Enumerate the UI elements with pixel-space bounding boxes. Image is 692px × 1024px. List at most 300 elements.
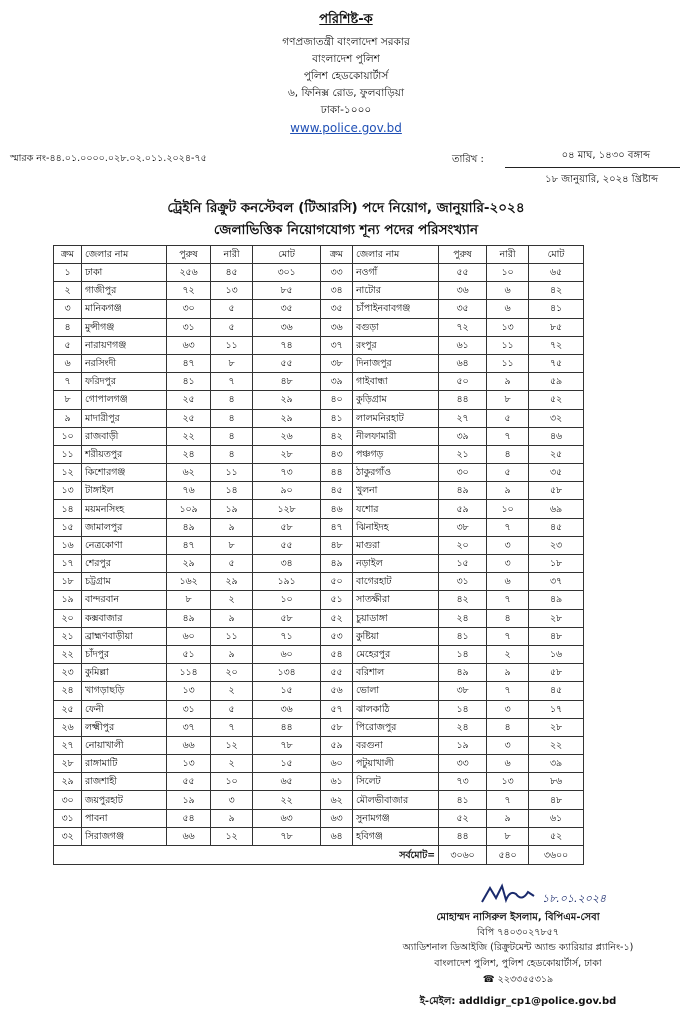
cell-female-2: ৪ xyxy=(487,445,529,463)
cell-female-2: ৯ xyxy=(487,809,529,827)
date-label: তারিখ : xyxy=(452,154,484,165)
cell-male: ১৬২ xyxy=(167,573,211,591)
cell-male: ৬০ xyxy=(167,627,211,645)
cell-female: ১৪ xyxy=(211,482,253,500)
cell-female-2: ১১ xyxy=(487,354,529,372)
cell-female-2: ১০ xyxy=(487,264,529,282)
cell-total: ৭৮ xyxy=(253,827,321,845)
cell-district: শেরপুর xyxy=(82,555,167,573)
header-district-2: জেলার নাম xyxy=(353,246,439,264)
cell-district-2: পঞ্চগড় xyxy=(353,445,439,463)
cell-total: ৫৫ xyxy=(253,354,321,372)
cell-district-2: সিলেট xyxy=(353,773,439,791)
cell-female-2: ৩ xyxy=(487,700,529,718)
header-line-city: ঢাকা-১০০০ xyxy=(320,104,372,116)
table-row xyxy=(54,482,584,500)
cell-male: ৫৫ xyxy=(167,773,211,791)
cell-district: জামালপুর xyxy=(82,518,167,536)
cell-male-2: ৫৯ xyxy=(439,500,487,518)
cell-serial: ৫ xyxy=(54,336,82,354)
cell-female-2: ৩ xyxy=(487,536,529,554)
header-line-address: ৬, ফিনিক্স রোড, ফুলবাড়িয়া xyxy=(287,87,405,99)
cell-district-2: নড়াইল xyxy=(353,555,439,573)
cell-male: ১০৯ xyxy=(167,500,211,518)
cell-district: মাদারীপুর xyxy=(82,409,167,427)
cell-serial: ৪ xyxy=(54,318,82,336)
cell-total-2: ৪৯ xyxy=(529,591,584,609)
cell-serial-2: ৫৬ xyxy=(321,682,353,700)
cell-total-2: ৮৬ xyxy=(529,773,584,791)
cell-female-2: ৭ xyxy=(487,518,529,536)
phone-number: ২২৩৩৫৫৩১৯ xyxy=(497,974,554,985)
cell-district-2: গাইবান্ধা xyxy=(353,373,439,391)
cell-serial-2: ৪৩ xyxy=(321,445,353,463)
cell-serial-2: ৩৮ xyxy=(321,354,353,372)
cell-female: ৭ xyxy=(211,718,253,736)
cell-female-2: ৬ xyxy=(487,282,529,300)
cell-total: ৩৬ xyxy=(253,700,321,718)
cell-female: ৮ xyxy=(211,536,253,554)
table-row xyxy=(54,300,584,318)
header-male-2: পুরুষ xyxy=(439,246,487,264)
cell-female-2: ৭ xyxy=(487,791,529,809)
table-row xyxy=(54,736,584,754)
cell-serial-2: ৫৮ xyxy=(321,718,353,736)
cell-male-2: ৫০ xyxy=(439,373,487,391)
cell-district-2: বরিশাল xyxy=(353,664,439,682)
cell-serial: ২১ xyxy=(54,627,82,645)
cell-district: বান্দরবান xyxy=(82,591,167,609)
cell-female: ১৩ xyxy=(211,282,253,300)
cell-male-2: ৩৬ xyxy=(439,282,487,300)
cell-total: ৪৪ xyxy=(253,718,321,736)
header-serial: ক্রম xyxy=(54,246,82,264)
cell-female: ২৯ xyxy=(211,573,253,591)
cell-female: ৯ xyxy=(211,609,253,627)
notice-title: ট্রেইনি রিক্রুট কনস্টেবল (টিআরসি) পদে নিয়োগ, জানুয়ারি-২০২৪ xyxy=(167,200,525,216)
cell-district: মুন্সীগঞ্জ xyxy=(82,318,167,336)
cell-total-2: ৪৫ xyxy=(529,518,584,536)
cell-total: ৪৮ xyxy=(253,373,321,391)
table-row xyxy=(54,609,584,627)
cell-district: চাঁদপুর xyxy=(82,645,167,663)
cell-serial: ১২ xyxy=(54,464,82,482)
cell-female: ১২ xyxy=(211,736,253,754)
cell-total-2: ৩৫ xyxy=(529,464,584,482)
cell-serial: ১৩ xyxy=(54,482,82,500)
cell-district-2: সুনামগঞ্জ xyxy=(353,809,439,827)
cell-district-2: যশোর xyxy=(353,500,439,518)
cell-serial-2: ৪৪ xyxy=(321,464,353,482)
cell-total: ১৫ xyxy=(253,755,321,773)
cell-female-2: ৯ xyxy=(487,373,529,391)
cell-male-2: ২৪ xyxy=(439,609,487,627)
cell-total: ৩০১ xyxy=(253,264,321,282)
table-row xyxy=(54,755,584,773)
cell-male-2: ২১ xyxy=(439,445,487,463)
website-link[interactable]: www.police.gov.bd xyxy=(290,121,402,135)
cell-district: মানিকগঞ্জ xyxy=(82,300,167,318)
signatory-name: মোহাম্মদ নাসিরুল ইসলাম, বিপিএম-সেবা xyxy=(436,912,600,923)
cell-total-2: ৭৫ xyxy=(529,354,584,372)
table-row xyxy=(54,518,584,536)
cell-total: ৫৫ xyxy=(253,536,321,554)
cell-total-2: ২৫ xyxy=(529,445,584,463)
cell-serial-2: ৩৩ xyxy=(321,264,353,282)
cell-female: ৪৫ xyxy=(211,264,253,282)
cell-total-2: ১৭ xyxy=(529,700,584,718)
cell-total: ৩৫ xyxy=(253,300,321,318)
cell-serial-2: ৫৯ xyxy=(321,736,353,754)
vacancy-table xyxy=(53,245,584,865)
cell-district-2: ভোলা xyxy=(353,682,439,700)
table-row xyxy=(54,809,584,827)
cell-female-2: ৮ xyxy=(487,391,529,409)
cell-female-2: ৬ xyxy=(487,755,529,773)
signatory-office: বাংলাদেশ পুলিশ, পুলিশ হেডকোয়ার্টার্স, ঢাকা xyxy=(434,958,602,969)
cell-district-2: নীলফামারী xyxy=(353,427,439,445)
table-row xyxy=(54,354,584,372)
total-male: ৩০৬০ xyxy=(439,846,487,865)
phone-icon: ☎ xyxy=(482,974,498,985)
cell-district-2: বগুড়া xyxy=(353,318,439,336)
cell-female: ৪ xyxy=(211,427,253,445)
cell-male: ১১৪ xyxy=(167,664,211,682)
cell-serial: ২৬ xyxy=(54,718,82,736)
cell-total: ২৯ xyxy=(253,409,321,427)
cell-district: কিশোরগঞ্জ xyxy=(82,464,167,482)
cell-male-2: ৭২ xyxy=(439,318,487,336)
cell-serial-2: ৪৫ xyxy=(321,482,353,500)
cell-district: ময়মনসিংহ xyxy=(82,500,167,518)
cell-district-2: নাটোর xyxy=(353,282,439,300)
cell-male: ৪৭ xyxy=(167,354,211,372)
cell-female-2: ৬ xyxy=(487,300,529,318)
cell-district-2: ঝালকাঠি xyxy=(353,700,439,718)
cell-total: ৭৩ xyxy=(253,464,321,482)
cell-male-2: ২৪ xyxy=(439,718,487,736)
cell-male: ৫১ xyxy=(167,645,211,663)
cell-female-2: ৫ xyxy=(487,464,529,482)
cell-serial: ১০ xyxy=(54,427,82,445)
signatory-email[interactable]: ই-মেইল: addldigr_cp1@police.gov.bd xyxy=(419,996,617,1007)
cell-serial-2: ৫৫ xyxy=(321,664,353,682)
header-female: নারী xyxy=(211,246,253,264)
cell-female-2: ৪ xyxy=(487,718,529,736)
cell-male: ৬৬ xyxy=(167,827,211,845)
cell-district: জয়পুরহাট xyxy=(82,791,167,809)
cell-serial-2: ৫০ xyxy=(321,573,353,591)
cell-total: ২৬ xyxy=(253,427,321,445)
cell-male-2: ৩৯ xyxy=(439,427,487,445)
cell-total-2: ৫৮ xyxy=(529,664,584,682)
table-row xyxy=(54,827,584,845)
table-row xyxy=(54,427,584,445)
table-row xyxy=(54,664,584,682)
cell-district: রাজশাহী xyxy=(82,773,167,791)
cell-serial: ১৯ xyxy=(54,591,82,609)
cell-male: ২৪ xyxy=(167,445,211,463)
header-serial-2: ক্রম xyxy=(321,246,353,264)
cell-district-2: চাঁপাইনবাবগঞ্জ xyxy=(353,300,439,318)
cell-male: ৩১ xyxy=(167,700,211,718)
cell-total-2: ৩২ xyxy=(529,409,584,427)
notice-subtitle: জেলাভিত্তিক নিয়োগযোগ্য শূন্য পদের পরিসংখ্যান xyxy=(213,222,479,238)
table-row xyxy=(54,718,584,736)
cell-district: ফরিদপুর xyxy=(82,373,167,391)
cell-district: শরীয়তপুর xyxy=(82,445,167,463)
header-total-2: মোট xyxy=(529,246,584,264)
cell-serial-2: ৬৪ xyxy=(321,827,353,845)
cell-district-2: দিনাজপুর xyxy=(353,354,439,372)
cell-serial: ৩১ xyxy=(54,809,82,827)
header-female-2: নারী xyxy=(487,246,529,264)
cell-district: লক্ষ্মীপুর xyxy=(82,718,167,736)
cell-serial-2: ৫৭ xyxy=(321,700,353,718)
cell-total: ১৯১ xyxy=(253,573,321,591)
cell-female: ৫ xyxy=(211,300,253,318)
cell-serial: ৯ xyxy=(54,409,82,427)
cell-total-2: ৬১ xyxy=(529,809,584,827)
table-row xyxy=(54,373,584,391)
cell-male-2: ৩০ xyxy=(439,464,487,482)
table-row xyxy=(54,536,584,554)
cell-serial: ১৮ xyxy=(54,573,82,591)
cell-male-2: ৪১ xyxy=(439,627,487,645)
cell-serial-2: ৫৩ xyxy=(321,627,353,645)
cell-serial: ১ xyxy=(54,264,82,282)
cell-male: ৬৬ xyxy=(167,736,211,754)
cell-district-2: ঝিনাইদহ xyxy=(353,518,439,536)
cell-district-2: হবিগঞ্জ xyxy=(353,827,439,845)
memo-number: স্মারক নং-৪৪.০১.০০০০.০২৮.০২.০১১.২০২৪-৭৫ xyxy=(10,153,207,164)
cell-female: ৫ xyxy=(211,555,253,573)
cell-female-2: ৪ xyxy=(487,609,529,627)
cell-female-2: ৩ xyxy=(487,736,529,754)
cell-female: ১০ xyxy=(211,773,253,791)
table-row xyxy=(54,409,584,427)
signature-mark xyxy=(478,880,628,910)
cell-district: কক্সবাজার xyxy=(82,609,167,627)
table-row xyxy=(54,336,584,354)
cell-total: ৫৮ xyxy=(253,518,321,536)
cell-district-2: রংপুর xyxy=(353,336,439,354)
cell-total: ১২৮ xyxy=(253,500,321,518)
cell-total-2: ৪৮ xyxy=(529,627,584,645)
date-english: ১৮ জানুয়ারি, ২০২৪ খ্রিষ্টাব্দ xyxy=(545,174,658,185)
cell-female-2: ৭ xyxy=(487,591,529,609)
cell-district: ফেনী xyxy=(82,700,167,718)
cell-serial-2: ৬২ xyxy=(321,791,353,809)
cell-male-2: ৬৪ xyxy=(439,354,487,372)
cell-male-2: ৩৩ xyxy=(439,755,487,773)
cell-district-2: খুলনা xyxy=(353,482,439,500)
table-row xyxy=(54,682,584,700)
cell-district: ঢাকা xyxy=(82,264,167,282)
cell-total-2: ২২ xyxy=(529,736,584,754)
cell-total-2: ৬৫ xyxy=(529,264,584,282)
header-total: মোট xyxy=(253,246,321,264)
table-row xyxy=(54,627,584,645)
date-block xyxy=(505,146,680,189)
table-row xyxy=(54,555,584,573)
cell-female: ৯ xyxy=(211,518,253,536)
cell-male-2: ২৭ xyxy=(439,409,487,427)
cell-male-2: ১৯ xyxy=(439,736,487,754)
cell-district-2: পটুয়াখালী xyxy=(353,755,439,773)
cell-serial: ২৭ xyxy=(54,736,82,754)
cell-female-2: ৫ xyxy=(487,409,529,427)
cell-total: ১৫ xyxy=(253,682,321,700)
cell-total-2: ৪১ xyxy=(529,300,584,318)
cell-female-2: ১৩ xyxy=(487,318,529,336)
cell-total-2: ৪৬ xyxy=(529,427,584,445)
cell-female-2: ৬ xyxy=(487,573,529,591)
cell-female: ১১ xyxy=(211,627,253,645)
cell-serial: ১১ xyxy=(54,445,82,463)
cell-serial: ২৫ xyxy=(54,700,82,718)
cell-serial-2: ৩৯ xyxy=(321,373,353,391)
cell-district-2: বরগুনা xyxy=(353,736,439,754)
cell-serial: ২ xyxy=(54,282,82,300)
cell-total-2: ২৩ xyxy=(529,536,584,554)
cell-female-2: ৭ xyxy=(487,627,529,645)
cell-district-2: ঠাকুরগাঁও xyxy=(353,464,439,482)
cell-serial-2: ৩৬ xyxy=(321,318,353,336)
cell-male: ৬২ xyxy=(167,464,211,482)
cell-serial: ৮ xyxy=(54,391,82,409)
cell-male: ১৩ xyxy=(167,682,211,700)
cell-total: ২২ xyxy=(253,791,321,809)
cell-total: ৬০ xyxy=(253,645,321,663)
cell-serial-2: ৫২ xyxy=(321,609,353,627)
cell-male-2: ১৪ xyxy=(439,700,487,718)
cell-male: ৮ xyxy=(167,591,211,609)
cell-female-2: ১০ xyxy=(487,500,529,518)
cell-serial: ২০ xyxy=(54,609,82,627)
cell-total: ৭৮ xyxy=(253,736,321,754)
cell-female: ৫ xyxy=(211,318,253,336)
total-all: ৩৬০০ xyxy=(529,846,584,865)
cell-male: ৩১ xyxy=(167,318,211,336)
cell-female: ৩ xyxy=(211,791,253,809)
cell-district-2: মৌলভীবাজার xyxy=(353,791,439,809)
cell-district: টাঙ্গাইল xyxy=(82,482,167,500)
cell-serial-2: ৪৮ xyxy=(321,536,353,554)
cell-serial: ১৪ xyxy=(54,500,82,518)
cell-male: ২৯ xyxy=(167,555,211,573)
cell-male-2: ৬১ xyxy=(439,336,487,354)
cell-male: ৫৪ xyxy=(167,809,211,827)
cell-male-2: ৫২ xyxy=(439,809,487,827)
cell-district: চট্টগ্রাম xyxy=(82,573,167,591)
cell-male: ৩০ xyxy=(167,300,211,318)
cell-district: নারায়ণগঞ্জ xyxy=(82,336,167,354)
cell-male: ২২ xyxy=(167,427,211,445)
cell-male: ৪৭ xyxy=(167,536,211,554)
cell-total: ২৯ xyxy=(253,391,321,409)
signatory-phone xyxy=(358,973,678,988)
cell-total-2: ৪২ xyxy=(529,282,584,300)
cell-female-2: ২ xyxy=(487,645,529,663)
appendix-title: পরিশিষ্ট-ক xyxy=(319,12,373,27)
cell-female: ৯ xyxy=(211,809,253,827)
cell-female: ১১ xyxy=(211,336,253,354)
cell-district-2: বাগেরহাট xyxy=(353,573,439,591)
cell-total-2: ৫৯ xyxy=(529,373,584,391)
cell-total: ১৩৪ xyxy=(253,664,321,682)
cell-total-2: ২৮ xyxy=(529,718,584,736)
cell-district: রাঙ্গামাটি xyxy=(82,755,167,773)
table-row xyxy=(54,445,584,463)
cell-district-2: মাগুরা xyxy=(353,536,439,554)
cell-district: নোয়াখালী xyxy=(82,736,167,754)
cell-male-2: ৩৮ xyxy=(439,682,487,700)
table-row xyxy=(54,573,584,591)
cell-district-2: চুয়াডাঙ্গা xyxy=(353,609,439,627)
table-header-row xyxy=(54,246,584,264)
cell-serial-2: ৬১ xyxy=(321,773,353,791)
cell-district: সিরাজগঞ্জ xyxy=(82,827,167,845)
cell-serial-2: ৪৯ xyxy=(321,555,353,573)
date-bangla: ০৪ মাঘ, ১৪৩০ বঙ্গাব্দ xyxy=(505,146,680,168)
header-line-police: বাংলাদেশ পুলিশ xyxy=(312,53,380,65)
cell-district: নরসিংদী xyxy=(82,354,167,372)
cell-total-2: ৭২ xyxy=(529,336,584,354)
cell-total: ৭১ xyxy=(253,627,321,645)
cell-serial: ২২ xyxy=(54,645,82,663)
cell-serial: ৭ xyxy=(54,373,82,391)
cell-male-2: ৭৩ xyxy=(439,773,487,791)
table-row xyxy=(54,700,584,718)
cell-serial-2: ৩৭ xyxy=(321,336,353,354)
cell-serial-2: ৩৪ xyxy=(321,282,353,300)
cell-male-2: ৩৮ xyxy=(439,518,487,536)
cell-serial: ৩২ xyxy=(54,827,82,845)
cell-total: ১০ xyxy=(253,591,321,609)
cell-male: ৬৩ xyxy=(167,336,211,354)
cell-female: ৭ xyxy=(211,373,253,391)
cell-total: ৯০ xyxy=(253,482,321,500)
cell-male-2: ৪১ xyxy=(439,791,487,809)
cell-female-2: ১১ xyxy=(487,336,529,354)
cell-district-2: পিরোজপুর xyxy=(353,718,439,736)
cell-total: ৮৫ xyxy=(253,282,321,300)
cell-district: ব্রাহ্মণবাড়ীয়া xyxy=(82,627,167,645)
cell-male: ৪৯ xyxy=(167,518,211,536)
cell-serial: ১৭ xyxy=(54,555,82,573)
cell-serial-2: ৪০ xyxy=(321,391,353,409)
signature-date: ১৮.০১.২০২৪ xyxy=(542,892,607,905)
cell-male: ৪৯ xyxy=(167,609,211,627)
cell-district-2: কুষ্টিয়া xyxy=(353,627,439,645)
cell-district-2: সাতক্ষীরা xyxy=(353,591,439,609)
table-row xyxy=(54,464,584,482)
cell-total-2: ২৮ xyxy=(529,609,584,627)
header-line-headquarters: পুলিশ হেডকোয়ার্টার্স xyxy=(303,70,389,82)
cell-district-2: নওগাঁ xyxy=(353,264,439,282)
table-row xyxy=(54,773,584,791)
cell-male-2: ৪৪ xyxy=(439,827,487,845)
cell-total: ৬৫ xyxy=(253,773,321,791)
cell-male-2: ১৪ xyxy=(439,645,487,663)
cell-district: রাজবাড়ী xyxy=(82,427,167,445)
signatory-designation: অ্যাডিশনাল ডিআইজি (রিক্রুটমেন্ট অ্যান্ড ক্যারিয়ার প্ল্যানিং-১) xyxy=(402,942,634,953)
cell-serial-2: ৫৪ xyxy=(321,645,353,663)
cell-total: ৩৪ xyxy=(253,555,321,573)
cell-female: ২০ xyxy=(211,664,253,682)
cell-district-2: লালমনিরহাট xyxy=(353,409,439,427)
